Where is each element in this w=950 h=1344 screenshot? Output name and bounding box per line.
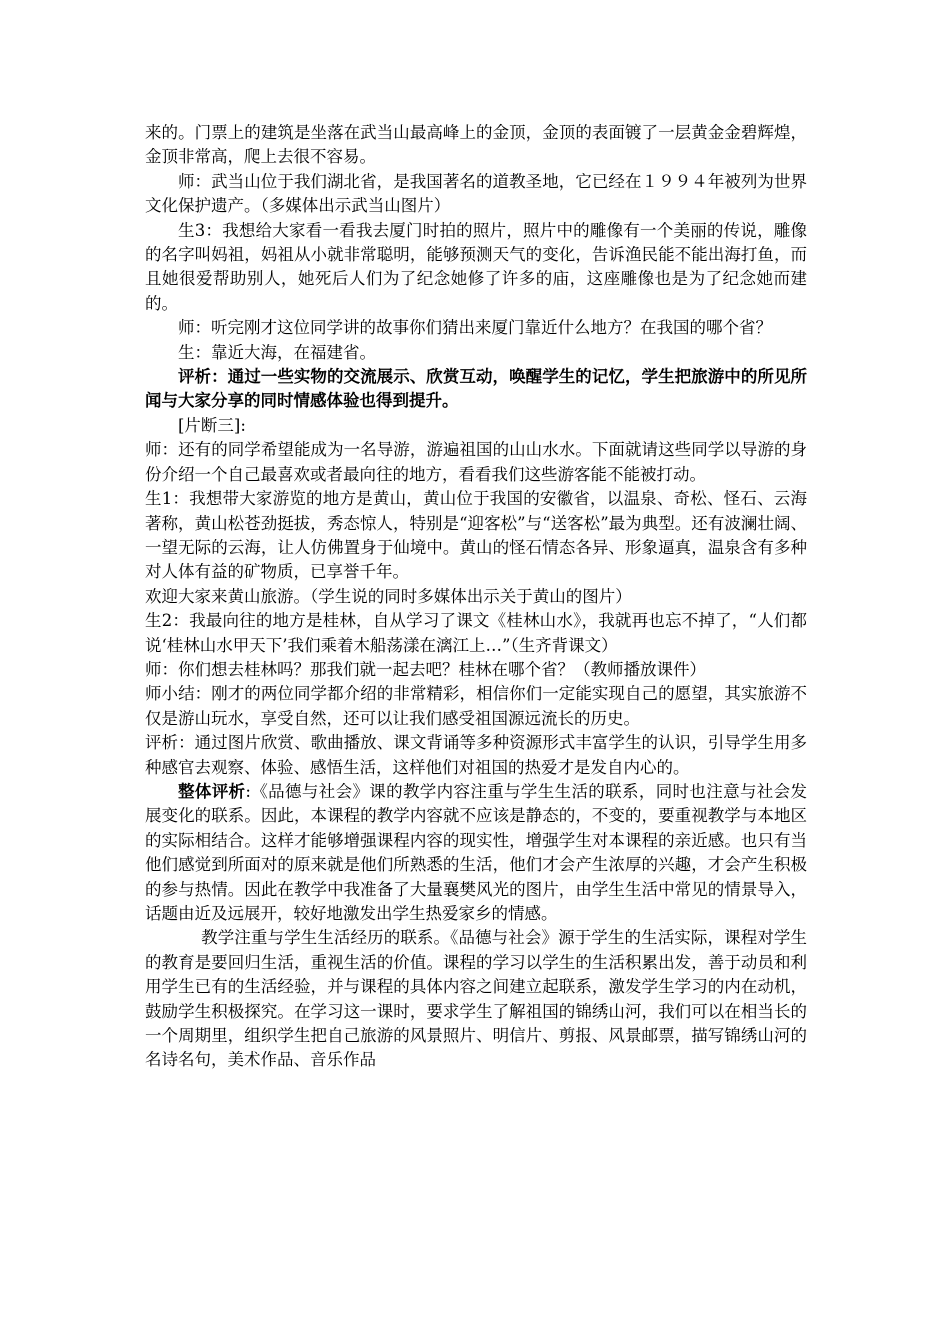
paragraph-teacher-guide: 师：还有的同学希望能成为一名导游，游遍祖国的山山水水。下面就请这些同学以导游的身份介绍一个自己最喜欢或者最向往的地方，看看我们这些游客能不能被打动。 bbox=[145, 440, 807, 484]
paragraph-student2-guilin: 生2：我最向往的地方是桂林，自从学习了课文《桂林山水》，我就再也忘不掉了，“人们都说‘桂林山水甲天下’我们乘着木船荡漾在漓江上…”（生齐背课文） bbox=[145, 611, 807, 655]
paragraph-student1-huangshan: 生1：我想带大家游览的地方是黄山，黄山位于我国的安徽省，以温泉、奇松、怪石、云海著称，黄山松苍劲挺拔，秀态惊人，特别是“迎客松”与“送客松”最为典型。还有波澜壮阔、一望无际的云海，让人仿佛置身于仙境中。黄山的怪石情态各异、形象逼真，温泉含有多种对人体有益的矿物质，已享誉千年。 bbox=[145, 489, 807, 582]
paragraph-teacher-guilin: 师：你们想去桂林吗？那我们就一起去吧？桂林在哪个省？（教师播放课件） bbox=[145, 659, 706, 679]
paragraph-jinding: 来的。门票上的建筑是坐落在武当山最高峰上的金顶，金顶的表面镀了一层黄金金碧辉煌，金顶非常高，爬上去很不容易。 bbox=[145, 123, 807, 167]
section-heading-fragment-3: [片断三]: bbox=[178, 415, 246, 435]
paragraph-life-connection: 教学注重与学生生活经历的联系。《品德与社会》源于学生的生活实际，课程对学生的教育是要回归生活，重视生活的价值。课程的学习以学生的生活积累出发，善于动员和利用学生已有的生活经验，并与课程的具体内容之间建立起联系，激发学生学习的内在动机，鼓励学生积极探究。在学习这一课时，要求学生了解祖国的锦绣山河，我们可以在相当长的一个周期里，组织学生把自己旅游的风景照片、明信片、剪报、风景邮票，描写锦绣山河的名诗名句，美术作品、音乐作品 bbox=[145, 928, 807, 1070]
paragraph-overall-comment bbox=[145, 780, 807, 926]
paragraph-comment-2: 评析：通过图片欣赏、歌曲播放、课文背诵等多种资源形式丰富学生的认识，引导学生用多种感官去观察、体验、感悟生活，这样他们对祖国的热爱才是发自内心的。 bbox=[145, 733, 807, 777]
paragraph-student-answer: 生：靠近大海，在福建省。 bbox=[178, 342, 376, 362]
paragraph-teacher-question: 师：听完刚才这位同学讲的故事你们猜出来厦门靠近什么地方？在我国的哪个省？ bbox=[178, 318, 772, 338]
paragraph-teacher-wudang: 师：武当山位于我们湖北省，是我国著名的道教圣地，它已经在１９９４年被列为世界文化保护遗产。（多媒体出示武当山图片） bbox=[145, 171, 807, 216]
paragraph-teacher-summary: 师小结：刚才的两位同学都介绍的非常精彩，相信你们一定能实现自己的愿望，其实旅游不仅是游山玩水，享受自然，还可以让我们感受祖国源远流长的历史。 bbox=[145, 684, 807, 728]
paragraph-student3-xiamen: 生3：我想给大家看一看我去厦门时拍的照片，照片中的雕像有一个美丽的传说，雕像的名字叫妈祖，妈祖从小就非常聪明，能够预测天气的变化，告诉渔民能不能出海打鱼，而且她很爱帮助别人，她死后人们为了纪念她修了许多的庙，这座雕像也是为了纪念她而建的。 bbox=[145, 220, 807, 313]
overall-comment-body: :《品德与社会》课的教学内容注重与学生生活的联系，同时也注意与社会发展变化的联系。因此，本课程的教学内容就不应该是静态的，不变的，要重视教学与本地区的实际相结合。这样才能够增强课程内容的现实性，增强学生对本课程的亲近感。也只有当他们感觉到所面对的原来就是他们所熟悉的生活，他们才会产生浓厚的兴趣，才会产生积极的参与热情。因此在教学中我准备了大量襄樊风光的图片，由学生生活中常见的情景导入，话题由近及远展开，较好地激发出学生热爱家乡的情感。 bbox=[145, 781, 808, 923]
paragraph-comment-1: 评析：通过一些实物的交流展示、欣赏互动，唤醒学生的记忆，学生把旅游中的所见所闻与大家分享的同时情感体验也得到提升。 bbox=[145, 367, 807, 411]
document-page bbox=[145, 121, 807, 1073]
overall-comment-lead: 整体评析 bbox=[178, 781, 246, 801]
paragraph-welcome-huangshan: 欢迎大家来黄山旅游。（学生说的同时多媒体出示关于黄山的图片） bbox=[145, 586, 632, 606]
